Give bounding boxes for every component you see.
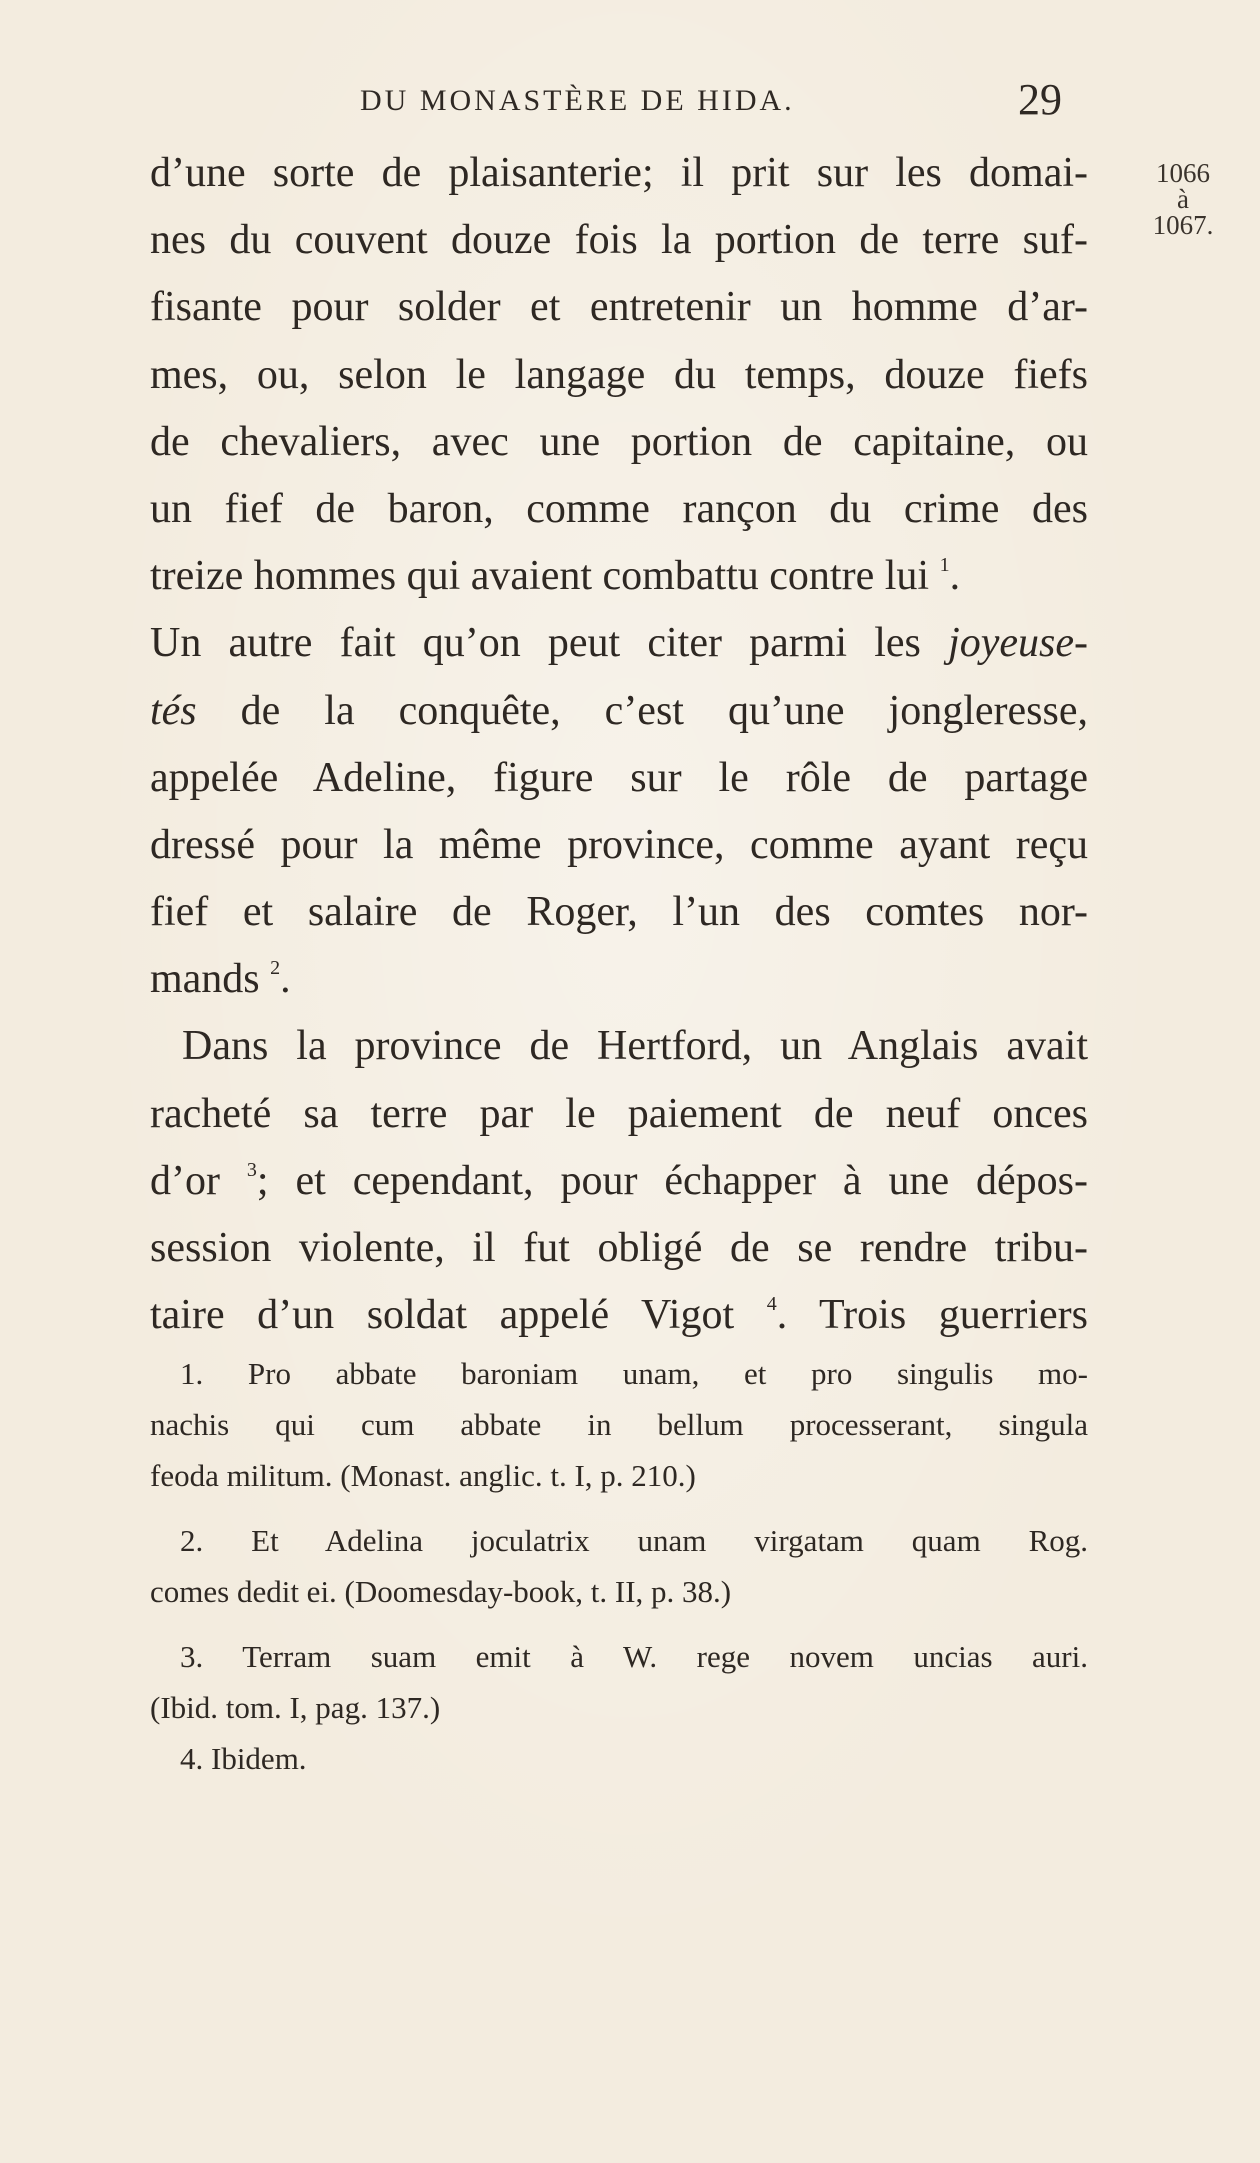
text-segment: d’or bbox=[150, 1157, 220, 1204]
text-line: fisante pour solder et entretenir un homme d’ar- bbox=[150, 284, 1088, 331]
footnote-ref: 3 bbox=[246, 1158, 257, 1181]
text-line: treize hommes qui avaient combattu contre lui $^1$. bbox=[150, 553, 961, 600]
footnote-line: 3. Terram suam emit à W. rege novem uncias auri. bbox=[180, 1639, 1088, 1674]
text-line bbox=[150, 678, 1088, 745]
text-line: appelée Adeline, figure sur le rôle de partage bbox=[150, 754, 1088, 801]
italic-text: joyeuse- bbox=[948, 620, 1089, 667]
text-segment: . Trois guerriers bbox=[776, 1292, 1088, 1339]
text-line: d’une sorte de plaisanterie; il prit sur les domai- bbox=[150, 150, 1088, 196]
main-text bbox=[150, 140, 1088, 1349]
page-number: 29 bbox=[1018, 75, 1062, 124]
margin-date-from: 1066 bbox=[1156, 158, 1210, 188]
text-line: nes du couvent douze fois la portion de terre suf- bbox=[150, 217, 1088, 264]
footnote-ref: 2 bbox=[270, 957, 281, 980]
text-segment: taire d’un soldat appelé Vigot bbox=[150, 1292, 735, 1339]
margin-date-note bbox=[1128, 160, 1238, 238]
footnote-line: 2. Et Adelina joculatrix unam virgatam quam Rog. bbox=[180, 1523, 1088, 1558]
footnote-line: (Ibid. tom. I, pag. 137.) bbox=[150, 1690, 441, 1725]
footnote-line: comes dedit ei. (Doomesday-book, t. II, p. 38.) bbox=[150, 1574, 732, 1609]
text-line bbox=[150, 610, 1088, 677]
text-line: de chevaliers, avec une portion de capitaine, ou bbox=[150, 418, 1088, 465]
text-segment: mands bbox=[150, 956, 260, 1003]
text-segment: Un autre fait qu’on peut citer parmi les bbox=[150, 620, 921, 667]
footnotes bbox=[150, 1348, 1088, 1784]
italic-text: tés bbox=[150, 687, 197, 734]
text-line: mands $^2$. bbox=[150, 956, 291, 1003]
footnote-ref: 4 bbox=[766, 1293, 777, 1316]
text-line: session violente, il fut obligé de se rendre tribu- bbox=[150, 1225, 1088, 1271]
text-segment: treize hommes qui avaient combattu contre lui bbox=[150, 553, 930, 600]
text-line bbox=[150, 1148, 1088, 1215]
footnote-line: 4. Ibidem. bbox=[180, 1741, 307, 1776]
text-line: Dans la province de Hertford, un Anglais avait bbox=[182, 1023, 1088, 1070]
footnote-ref: 1 bbox=[939, 554, 950, 577]
text-line bbox=[150, 1282, 1088, 1349]
text-segment: ; et cependant, pour échapper à une dépos- bbox=[256, 1157, 1088, 1204]
footnote-line: feoda militum. (Monast. anglic. t. I, p. 210.) bbox=[150, 1458, 696, 1493]
margin-date-word: à bbox=[1177, 184, 1189, 214]
text-segment: de la conquête, c’est qu’une jongleresse, bbox=[240, 687, 1088, 734]
running-header: DU MONASTÈRE DE HIDA. bbox=[360, 84, 795, 117]
text-line: mes, ou, selon le langage du temps, douze fiefs bbox=[150, 351, 1088, 398]
text-line: un fief de baron, comme rançon du crime des bbox=[150, 485, 1088, 532]
footnote-line: nachis qui cum abbate in bellum processerant, singula bbox=[150, 1407, 1088, 1442]
text-line: racheté sa terre par le paiement de neuf onces bbox=[150, 1090, 1088, 1137]
text-line: fief et salaire de Roger, l’un des comtes nor- bbox=[150, 889, 1088, 936]
margin-date-to: 1067. bbox=[1152, 210, 1214, 240]
footnote-line: 1. Pro abbate baroniam unam, et pro singulis mo- bbox=[180, 1356, 1088, 1391]
text-line: dressé pour la même province, comme ayant reçu bbox=[150, 821, 1088, 868]
